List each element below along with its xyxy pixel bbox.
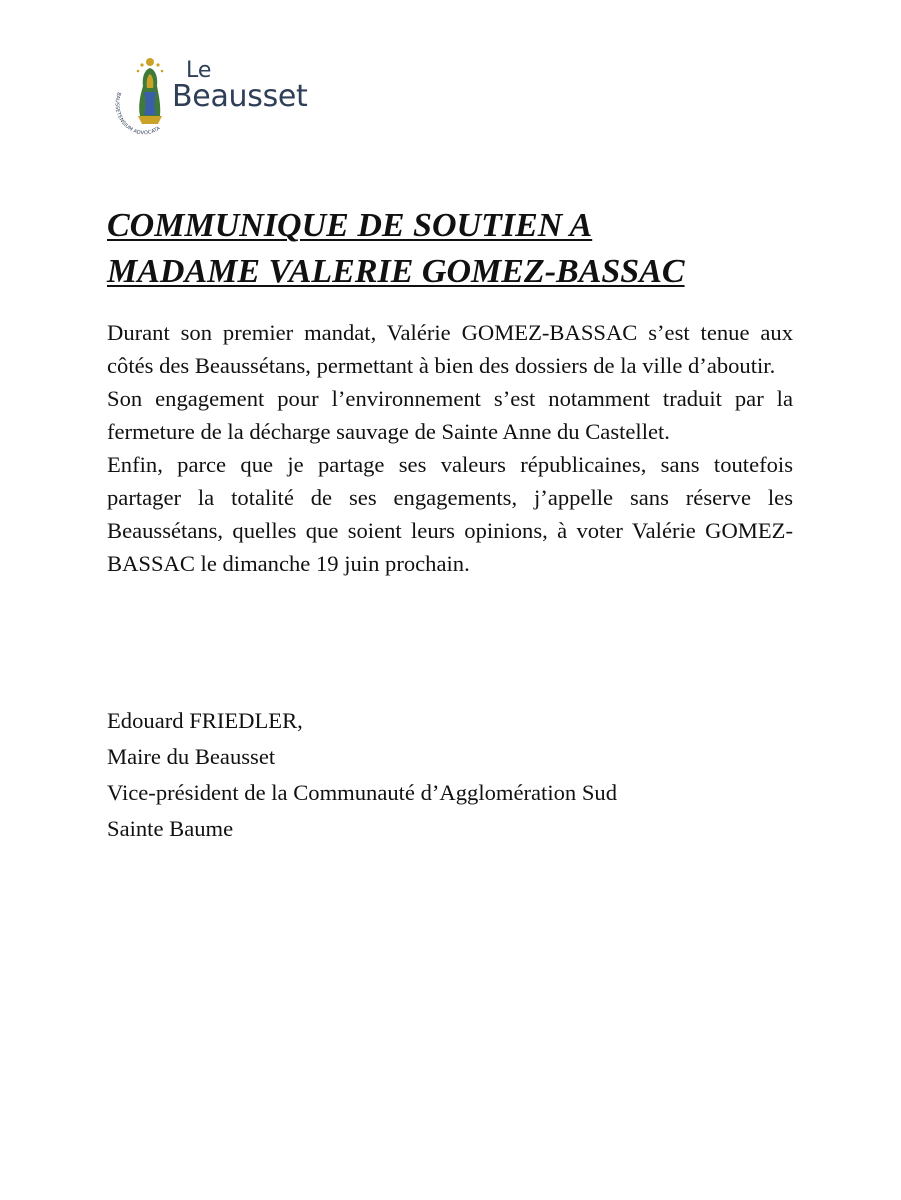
communique-body xyxy=(107,316,793,580)
signatory-name: Edouard FRIEDLER, xyxy=(107,708,303,733)
paragraph-endorsement: Enfin, parce que je partage ses valeurs républicaines, sans toutefois partager la totalité de ses engagements, j’appelle sans réserve les Beaussétans, quelles que soient leurs opinions, à voter Valérie GOMEZ-BASSAC le dimanche 19 juin prochain. xyxy=(107,452,793,576)
logo-wordmark xyxy=(172,60,308,112)
signatory-role-vice-president: Vice-président de la Communauté d’Agglomération Sud xyxy=(107,780,618,805)
page-title xyxy=(107,203,797,295)
logo-motto: BAUSSETENSIUM ADVOCATA xyxy=(113,91,162,136)
signatory-role-mayor: Maire du Beausset xyxy=(107,744,276,769)
logo xyxy=(108,52,328,136)
title-line-2: MADAME VALERIE GOMEZ-BASSAC xyxy=(107,253,685,290)
logo-name: Beausset xyxy=(172,79,308,114)
signatory-role-vice-president-cont: Sainte Baume xyxy=(107,816,234,841)
paragraph-mandate: Durant son premier mandat, Valérie GOMEZ-BASSAC s’est tenue aux côtés des Beaussétans, permettant à bien des dossiers de la ville d’aboutir. xyxy=(107,320,793,378)
logo-prefix: Le xyxy=(186,58,212,83)
title-line-1: COMMUNIQUE DE SOUTIEN A xyxy=(107,207,593,244)
signature-block xyxy=(107,703,797,847)
paragraph-environment: Son engagement pour l’environnement s’est notamment traduit par la fermeture de la décharge sauvage de Sainte Anne du Castellet. xyxy=(107,386,793,444)
